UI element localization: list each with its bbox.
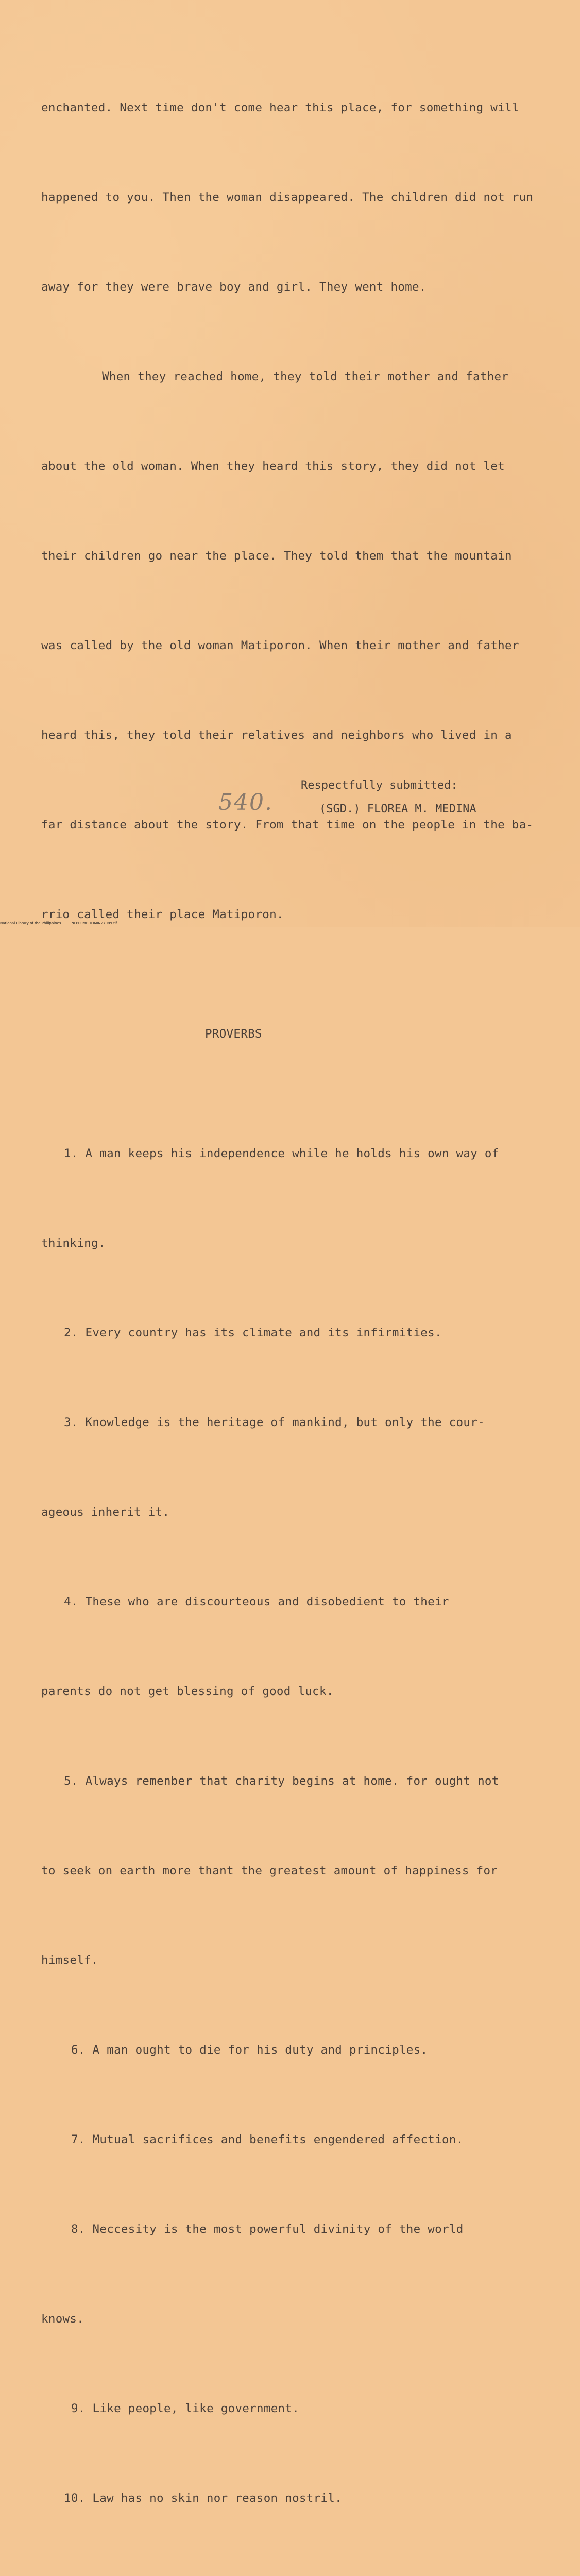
closing-text: Respectfully submitted:: [301, 779, 458, 792]
story-line: far distance about the story. From that time on the people in the ba-: [41, 818, 534, 832]
story-line: enchanted. Next time don't come hear this place, for something will: [41, 101, 519, 114]
proverb-line: thinking.: [41, 1236, 106, 1250]
proverb-line: 4. These who are discourteous and disobedient to their: [64, 1595, 449, 1608]
proverb-line: 10. Law has no skin nor reason nostril.: [64, 2492, 342, 2505]
proverb-line: to seek on earth more thant the greatest amount of happiness for: [41, 1864, 498, 1877]
story-line: about the old woman. When they heard this story, they did not let: [41, 460, 505, 473]
proverb-line: 9. Like people, like government.: [71, 2402, 300, 2415]
proverb-line: ageous inherit it.: [41, 1505, 170, 1519]
document-body: [41, 33, 556, 2576]
story-line: away for they were brave boy and girl. They went home.: [41, 280, 427, 294]
proverb-line: 3. Knowledge is the heritage of mankind, but only the cour-: [64, 1416, 485, 1429]
signature-line: (SGD.) FLOREA M. MEDINA: [319, 803, 476, 816]
proverb-line: knows.: [41, 2312, 84, 2326]
story-line: their children go near the place. They told them that the mountain: [41, 549, 512, 563]
proverb-line: parents do not get blessing of good luck.: [41, 1685, 334, 1698]
story-line: was called by the old woman Matiporon. When their mother and father: [41, 639, 519, 652]
archive-footer: [0, 921, 117, 925]
proverb-line: 8. Neccesity is the most powerful divinity of the world: [71, 2223, 464, 2236]
story-line: heard this, they told their relatives and neighbors who lived in a: [41, 728, 512, 742]
proverb-line: [41, 2573, 556, 2576]
proverb-line: 6. A man ought to die for his duty and principles.: [71, 2043, 428, 2057]
proverb-line: 7. Mutual sacrifices and benefits engendered affection.: [71, 2133, 464, 2146]
proverb-line: 1. A man keeps his independence while he holds his own way of: [64, 1147, 499, 1160]
proverb-line: himself.: [41, 1954, 98, 1967]
story-line: rrio called their place Matiporon.: [41, 908, 284, 921]
file-reference: NLP00MBHDMIN27089.tif: [71, 921, 117, 925]
story-line: When they reached home, they told their mother and father: [102, 370, 509, 383]
section-title: PROVERBS: [205, 1027, 262, 1041]
proverb-line: 2. Every country has its climate and its infirmities.: [64, 1326, 442, 1340]
library-name: National Library of the Philippines: [0, 921, 61, 925]
story-line: happened to you. Then the woman disappeared. The children did not run: [41, 191, 534, 204]
proverb-line: 5. Always remenber that charity begins at home. for ought not: [64, 1774, 499, 1788]
page-number: 540.: [218, 789, 273, 816]
